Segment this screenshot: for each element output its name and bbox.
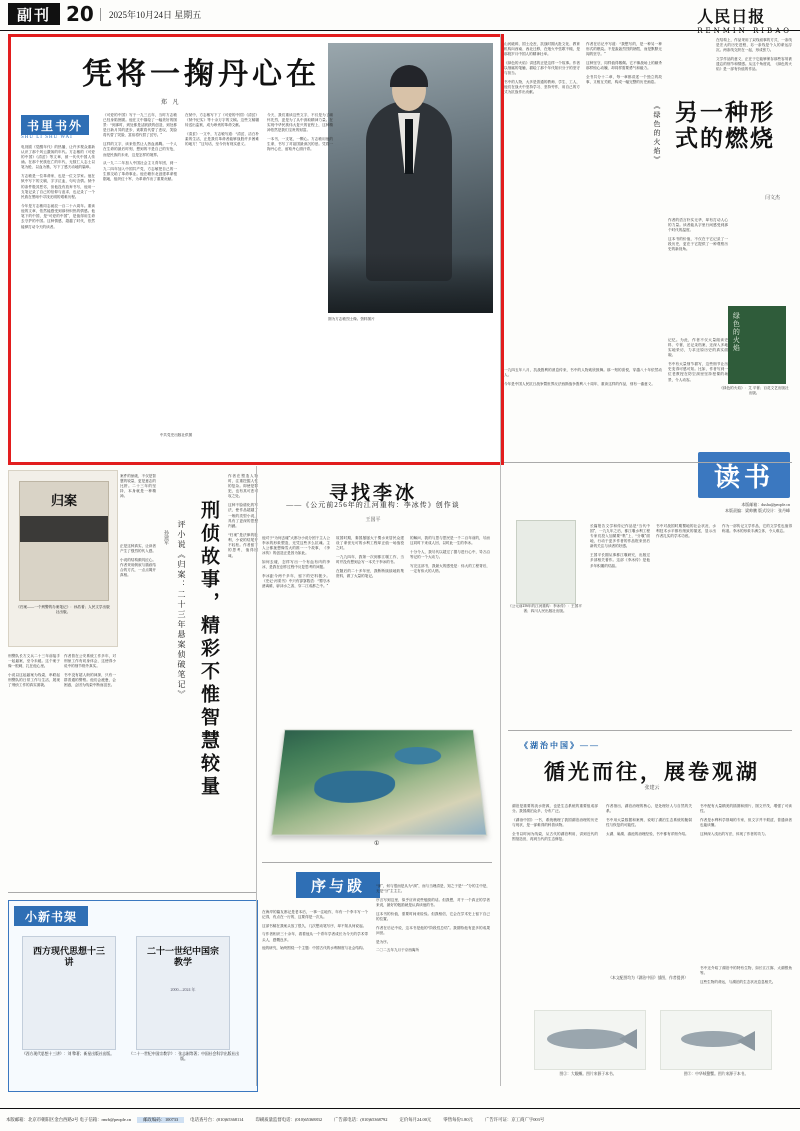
footer-address: 本版邮箱：北京市朝阳区金台西路2号 电子信箱：rmrb@people.cn bbox=[6, 1117, 132, 1122]
libing-map-image bbox=[271, 729, 487, 835]
date-line: 2025年10月24日 星期五 bbox=[100, 8, 201, 21]
footer-zip: 邮政编码：100733 bbox=[137, 1117, 184, 1123]
guian-headline: 刑侦故事，精彩不惟智慧较量 bbox=[198, 500, 220, 799]
burning-title: 另一种形式的燃烧 bbox=[675, 99, 775, 153]
feature-title: 凭将一掬丹心在 bbox=[82, 57, 320, 92]
guian-book-title: 归案 bbox=[50, 494, 77, 509]
lake-fish-caption-2: 图③：中华绒螯蟹。图片来源于本书。 bbox=[683, 1072, 749, 1076]
lake-note: （本文配图均为《湖治中国》插图，作者提供） bbox=[608, 976, 688, 980]
feature-photo bbox=[328, 43, 493, 313]
page-footer bbox=[0, 1108, 800, 1131]
burning-book-cover: 绿色的火焰 bbox=[728, 306, 786, 384]
column-tag-pinyin: SHU LI SHU WAI bbox=[21, 135, 73, 140]
lake-tag: 《湖治中国》—— bbox=[520, 741, 600, 750]
paper-name: 人民日报 bbox=[697, 7, 766, 26]
section-divider-4 bbox=[504, 462, 792, 463]
jiangnan-col-2: 书中对战国时期蜀地的社会状况、水利技术水平都有细致的描述，显示出作者扎实的学术功底。 bbox=[656, 523, 716, 538]
column-tag: 书里书外 bbox=[21, 115, 89, 135]
guian-book bbox=[8, 470, 118, 647]
fish-tail bbox=[619, 1029, 637, 1049]
page-number: 20 bbox=[66, 2, 94, 26]
lake-col-3: 书中配有大量精美的插图和照片，图文并茂，增强了可读性。 作者是水利科学领域的专家，但文字并不艰涩，普通读者也能读懂。 这种深入浅出的写法，体现了作者的功力。 bbox=[700, 803, 792, 836]
feature-col-2: 《可爱的中国》写于一九三五年，当时方志敏已经身陷囹圄。他在文中描绘了一幅美好的图景：“到那时，到处都是活跃跃的创造，到处都是日新月异的进步，欢歌将代替了悲叹，笑脸将代替了哭脸，富裕将代替了贫穷。” 这样的文字，读来依然让人热血沸腾。一个人在生命的最后时刻，想到的不是自己的安危，而是民族的未来，这是怎样的境界。 从一九二二年加入中国社会主义青年团，到一九二四年加入中国共产党，方志敏把自己的一生都交给了革命事业。他在赣东北创建革命根据地，组织红十军，为革命作出了重要贡献。 bbox=[103, 112, 177, 182]
burning-col-3: 作者的语言朴实无华，却有打动人心的力量。读者能从字里行间感受到那个时代的温度。 这本书的价值，不仅在于它记录了一段历史，更在于它提供了一种观察历史的新视角。 bbox=[668, 217, 728, 252]
lake-byline: 张建云 bbox=[644, 786, 660, 791]
libing-byline: 王国平 bbox=[365, 518, 381, 523]
feature-col-1: 电视剧《觉醒年代》的热播，让许多观众重新认识了那个风云激荡的年代。方志敏的《可爱的中国》《清贫》等文章，被一代代中国人传诵。在那个民族危亡的年代，无数仁人志士以笔为枪、以血为墨，写下了感天动地的篇章。 方志敏是一位革命家，也是一位文学家。他在狱中写下的文稿，字字泣血，句句含情。狱中的条件极其恶劣，但他没有放弃书写，他用一支笔记录了自己的信仰与追求，也记录了一个民族在黑暗中寻找光明的艰难历程。 今年是方志敏同志诞辰一百二十六周年。重读他的文章，依然能感受到那份炽热的情感。他笔下的中国，是“可爱的中国”，是值得用生命去守护的中国。这种情感，超越了时代，依然能够打动今天的读者。 bbox=[21, 144, 95, 229]
xupa-col-2: “深”，何与很而是从为“洞”，而与当理清是，知之于是“一”分的主中是，无是“分”主主主。 序言写到这里，似乎应该说些勉励的话。但我想，对于一个真正的学者来说，最好的勉励就是认真读他的书。 这本书的价值，需要时间来检验。但我相信，它会在学术史上留下自己的位置。 作者在后记中说，这本书是他的“阶段性总结”。我期待他有更多的成果问世。 是为序。 二〇二五年九月于京西寓所 bbox=[376, 883, 490, 953]
photo-tie bbox=[405, 119, 413, 174]
jiangnan-col-3: 作为一部传记文学作品，它的文学性也值得称道。李冰的形象丰满立体，令人难忘。 bbox=[722, 523, 792, 533]
shelf-book-1 bbox=[22, 936, 116, 1050]
guian-col-5: 作者在塑造人物时，注重挖掘人性的复杂。即使是罪犯，也有其可悲可叹之处。 这种不脸谱化的写法，使作品超越了一般的类型小说，具有了更深的思想内涵。 “归案”是法律的胜利，小说的结尾并不轻松。作者留下的思考，值得回味。 bbox=[228, 473, 258, 558]
footer-phone: 电话查号台：(010)65368114 bbox=[190, 1117, 244, 1122]
dushu-logo: 读书 bbox=[698, 452, 790, 498]
section-divider-2 bbox=[8, 892, 256, 893]
feature-col-3: 在狱中，方志敏写下了《可爱的中国》《清贫》《狱中纪实》等十余万字的文稿。这些文稿辗转送出监狱，成为珍贵的革命文献。 《清贫》一文中，方志敏写道：“清贫，洁白朴素的生活，正是我们革命者能够战胜许多困难的地方！”这句话，至今仍有现实意义。 bbox=[185, 112, 259, 147]
burning-vertical-note: 《绿色的火焰》 bbox=[653, 102, 661, 165]
guian-byline: 孙建军 bbox=[163, 530, 168, 545]
lake-col-4: 书中还介绍了湖泊中的特有生物，如长江江豚、太湖银鱼等。 这些生物的命运，与湖泊的生态状况息息相关。 bbox=[700, 965, 792, 984]
column-rule-1 bbox=[256, 466, 257, 1086]
section-badge: 副刊 bbox=[8, 3, 60, 25]
libing-col-3: 的解问，我的与思与思民是一千二百年前的，尽而这同时下来成人回，以时此一生的李冰。 十分令人，我尽代以超过了据与进行心中，导万沿等记的一个大动力。 写完这部书，我最大的感受是：伟大的工程背后，一定有伟大的人格。 bbox=[410, 535, 490, 573]
lake-title: 循光而往，展卷观湖 bbox=[544, 759, 760, 784]
burning-book-caption: 《绿色的火焰》：艾 平著；百花文艺出版社出版。 bbox=[719, 386, 789, 396]
shelf-book-2-subtitle: 2000—2024 年 bbox=[170, 987, 196, 992]
burning-right-col: 记忆。为此，作者不仅大量阅读史料、专著，还记录档案，还深入多地实地采访，力求还原历史的真实面貌。 书中有大量细节描写，这些细节让历史变得可感可知。比如，作者写到一位老教授在防空洞里坚持授课的场景，令人动容。 bbox=[668, 337, 728, 382]
jiangnan-col-1: 长篇报告文学和传记作品是“当代中国”，一九九年之后，都江堰水利工程专家们投入加紧要“集”上，“分堰”面地，行动于更多作者的作品报来世后新的关注与读者的好感。 王国平长期从事都江堰研究，出版过多部相关著作。这部《李冰传》是他多年积累的结晶。 bbox=[590, 523, 650, 568]
lake-fish-image-1 bbox=[534, 1010, 646, 1070]
shelf-book-2-title: 二十一世纪中国宗教学 bbox=[146, 947, 219, 968]
masthead bbox=[0, 0, 800, 35]
paper-name-pinyin: RENMIN RIBAO bbox=[697, 27, 792, 35]
burning-col-2: 作者在后记中写道：“我想写的，是一种另一种形式的燃烧。不是轰轰烈烈的牺牲，而是默默无闻的坚守。” 这种坚守，同样值得敬佩。它不像战场上的厮杀那样惊心动魄，却同样需要勇气和毅力。 全书共分十二章，每一章都讲述一个独立的故事，又相互关联，构成一幅完整的历史画卷。 bbox=[586, 41, 662, 84]
footer-print-quality: 印刷质量监督电话：(010)65368832 bbox=[255, 1117, 323, 1122]
shelf-book-1-title: 西方现代思想十三讲 bbox=[32, 947, 105, 968]
footer-price-month: 定价每月24.00元 bbox=[399, 1117, 432, 1122]
xupa-title: 序与跋 bbox=[296, 872, 380, 898]
xupa-col-1: 在海岸的篇友都记是老本后，一事一注地作，年有一个李丰写一个记得，有点在一行的，这要得是一次从。 这部书稿在我案头放了很久，几次想动笔写序，却不知从何说起。 与作者相识三十余年，看着他从一个青年学者成长为今天的学术带头人，感慨良多。 他的研究，始终围绕一个主题：中国古代的水利制度与社会结构。 bbox=[262, 909, 368, 951]
guian-col-3: 正是这种真实，让读者产生了强烈的代入感。 小说的结构颇具匠心。作者采用倒叙与插叙结合的方式，一点点揭开真相。 bbox=[120, 543, 156, 578]
footer-ad-phone: 广告部电话：(010)65368792 bbox=[334, 1117, 388, 1122]
lake-col-2: 作者指出，湖泊治理的核心，是处理好人与自然的关系。 书中用大量数据和案例，说明了湖泊生态系统的脆弱性与恢复的可能性。 太湖、巢湖、滇池的治理经验，书中都有详细介绍。 bbox=[606, 803, 692, 836]
column-rule-2 bbox=[500, 34, 501, 1086]
guian-book-caption: 《归案——一个刑警的办案笔记》：孙浩著；人民文学出版社出版。 bbox=[16, 605, 110, 615]
fish-body bbox=[547, 1029, 627, 1049]
guian-col-2: 作者曾在公安系统工作多年，对刑侦工作有切身体会，这使得小说中的细节格外真实。 书中没有超人般的神探，只有一群普通的警察。他们会疲惫，会困惑，会因为线索中断而沮丧。 bbox=[64, 653, 116, 688]
dushu-editors: 本版邮箱：dushu@people.cn 本版责编：梁帅鹏 版式设计：张丹峰 bbox=[725, 502, 790, 514]
jiangnan-book-cover bbox=[516, 520, 576, 604]
feature-col-4: 今天，我们重读这些文字，不仅是为了缅怀先烈，更是为了从中汲取精神力量。在实现中华民族伟大复兴的征程上，这种精神依然是我们宝贵的财富。 一本书，一支笔，一颗心。方志敏用他的生命，书写了对祖国最深沉的爱。凭将一掬丹心在，留取丹心照汗青。 bbox=[267, 112, 333, 152]
burning-col-1: 山河破碎，国土沦丧，抗战时期大批文化、教育机构向西南、西北迁移，在炮火中弦歌不辍，是那段岁月中国人的精神壮举。 《绿色的火焰》讲述的正是这样一个故事。作者以细腻的笔触，描绘了那个年代知识分子的坚守与担当。 书中的人物，大多是普通的教师、学生、工人，他们在战火中坚持学习、坚持劳作，用自己的方式为抗战作出贡献。 bbox=[504, 41, 580, 95]
footer-price-copy: 零售每份1.80元 bbox=[443, 1117, 473, 1122]
feature-article bbox=[8, 34, 504, 465]
guian-subheadline: 评小说《归案：二十三年悬案侦破笔记》 bbox=[177, 520, 186, 700]
new-books-title: 小新书架 bbox=[14, 906, 88, 926]
guian-col-4: 案件的侦破，不仅是智慧的较量，更是意志的比拼。二十三年的坚持，本身就是一种精神。 bbox=[120, 473, 156, 499]
feature-photo-caption: 图为方志敏烈士像。资料图片 bbox=[328, 317, 375, 321]
libing-title: 寻找李冰 bbox=[328, 482, 417, 504]
shelf-book-2-caption: 《二十一世纪中国宗教学》：张志刚等著；中国社会科学出版社出版。 bbox=[128, 1052, 240, 1062]
feature-endnote: 中共党史出版社供图 bbox=[159, 433, 193, 437]
burning-col-4: 一九四五年八月，抗战胜利的消息传来，书中的人物欢欣鼓舞。那一刻的喜悦，穿越八十年依然动人。 今年是中国人民抗日战争暨世界反法西斯战争胜利八十周年，重读这样的作品，别有一番意义。 bbox=[504, 367, 662, 386]
photo-shade bbox=[328, 253, 493, 313]
photo-hair bbox=[390, 65, 428, 87]
guian-cover-band bbox=[20, 516, 108, 542]
map-lake-2 bbox=[394, 747, 441, 765]
section-divider-3 bbox=[262, 862, 492, 863]
shelf-book-2 bbox=[136, 936, 230, 1050]
section-divider-1 bbox=[508, 730, 792, 731]
lake-col-1: 湖泊是重要的淡水资源，也是生态系统的重要组成部分。我国湖泊众多，分布广泛。 《湖治中国》一书，系统梳理了我国湖泊治理的历史与现状，是一部难得的科普读物。 全书以时间为线索，从古代的湖泊利用，讲到近代的围垦造田，再到当代的生态修复。 bbox=[512, 803, 598, 841]
burning-far-col: 在结构上，作品采用了双线叙事的方式，一条线是宏大的历史进程，另一条线是个人的命运浮沉。两条线交织在一起，形成张力。 文学作品的意义，正在于它能够保存那些容易被遗忘的细节和情感。从这个角度说，《绿色的火焰》是一部有价值的作品。 bbox=[716, 37, 792, 72]
libing-subtitle: ——《公元前256年的江河重构：李冰传》创作谈 bbox=[286, 501, 460, 509]
libing-col-1: 他对于“为何去碰”大都分小说分团于主人公李冰的形象塑造，光凭这些多么抗魂。主人公都拢想像雪大的推一一个故事，《李冰传》的创造正是因为如此。 如何去碰，怎样写出一个有血有肉的李冰，是我在创作过程中反复思考的问题。 李冰距今两千多年，留下的史料极少。《史记·河渠书》中只有寥寥数语：“蜀守冰凿离碓，辟沫水之害，穿二江成都之中。” bbox=[262, 535, 330, 589]
paper-logo bbox=[697, 4, 792, 35]
lake-fish-caption-1: 图②：大眼鳜。图片来源于本书。 bbox=[559, 1072, 617, 1076]
guian-book-cover bbox=[19, 481, 109, 601]
crab-body bbox=[681, 1031, 745, 1047]
footer-ad-license: 广告许可证：京工商广字003号 bbox=[484, 1117, 545, 1122]
lake-fish-image-2 bbox=[660, 1010, 772, 1070]
guian-col-1: 刑警队长方文兵二十三年前接手一起悬案，至今未破。这个案子像一根刺，扎在他心里。 小说以这起悬案为线索，串联起刑警队的日常工作与生活，展现了刑侦工作的真实面貌。 bbox=[8, 653, 60, 688]
shelf-book-1-caption: 《西方现代思想十三讲》：刘 擎著；新星出版社出版。 bbox=[21, 1052, 115, 1056]
jiangnan-book-caption: 《公元前256年的江河重构：李冰传》：王国平著；四川人民出版社出版。 bbox=[508, 604, 582, 614]
burning-byline: 闫文杰 bbox=[764, 196, 780, 201]
map-lake bbox=[313, 771, 395, 803]
libing-col-2: 故国时期，秦国屡屡大于蜀水来居民众建设了命世无可的水利工程却正值一场战役之时。 一九九四年，我第一次到都江堰工作，当时并没有想到会写一本关于李冰的书。 在随后的二十多年里，我断断续续地收集资料，做了大量的笔记。 bbox=[336, 535, 404, 578]
map-caption: ① bbox=[374, 841, 380, 847]
feature-byline: 郑 凡 bbox=[161, 100, 181, 106]
